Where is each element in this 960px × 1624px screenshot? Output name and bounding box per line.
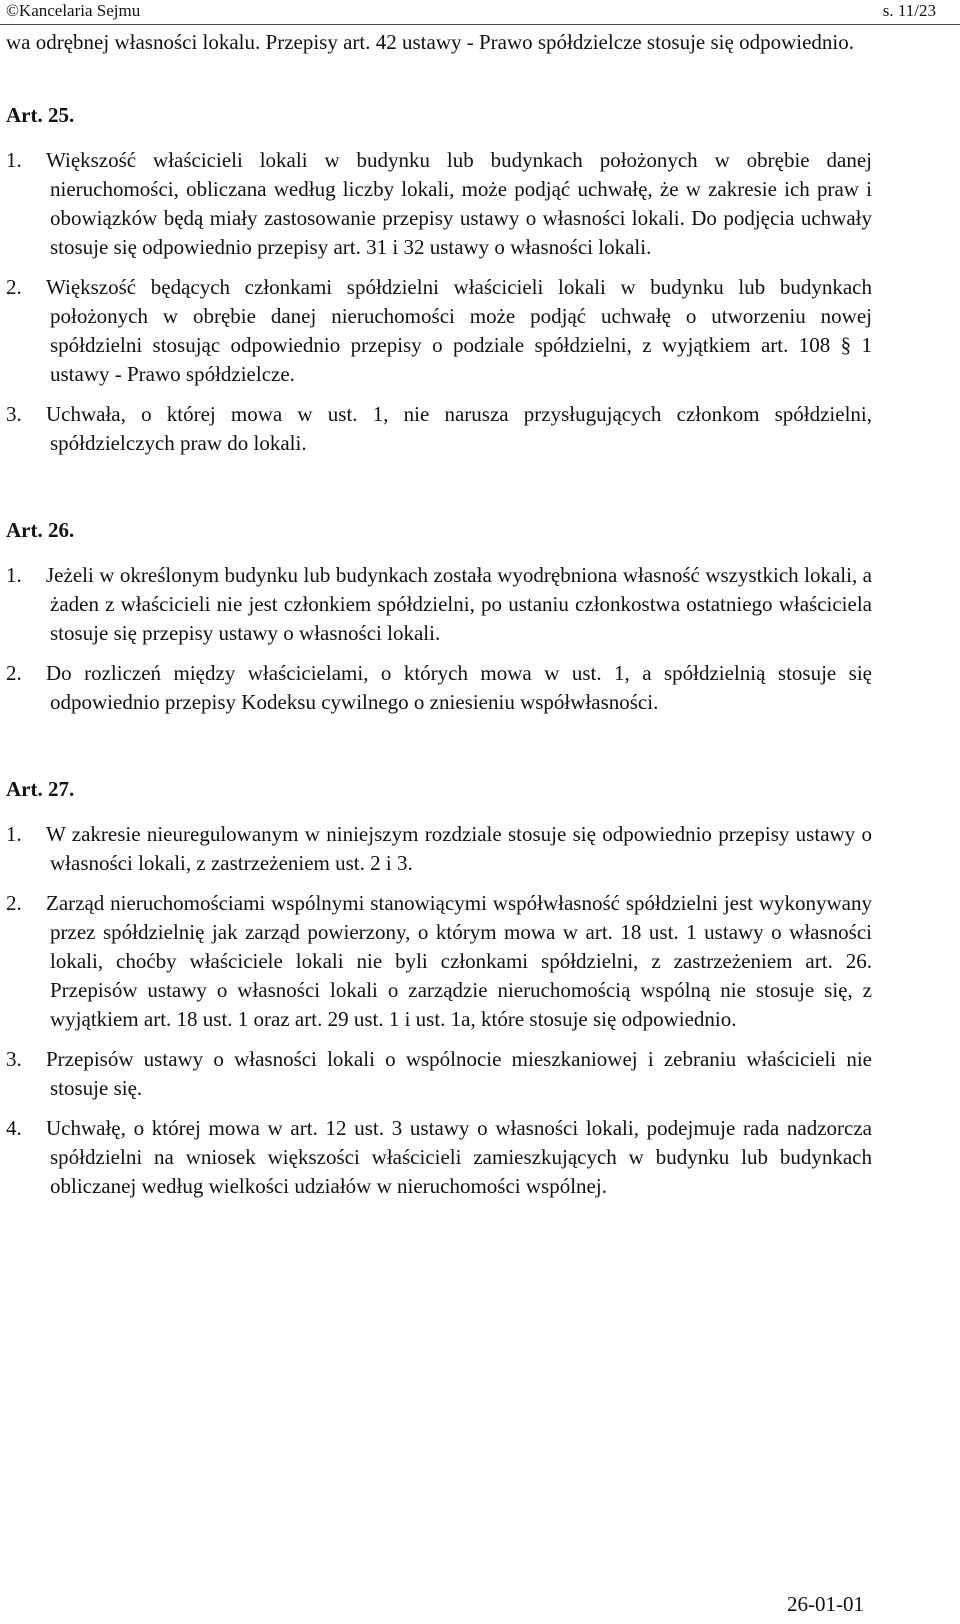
paragraph-number: 3. [6,1047,22,1071]
article-title: Art. 25. [6,103,75,127]
document-body [6,28,872,1201]
footer-date-code: 26-01-01 [787,1592,864,1616]
page-header [0,0,960,25]
article-paragraph [6,820,872,878]
article-26 [6,516,872,717]
paragraph-number: 1. [6,563,22,587]
intro-paragraph: wa odrębnej własności lokalu. Przepisy art. 42 ustawy - Prawo spółdzielcze stosuje się odpowiednio. [6,30,854,54]
article-title: Art. 27. [6,777,75,801]
paragraph-number: 1. [6,822,22,846]
paragraph-number: 2. [6,661,22,685]
page-number: s. 11/23 [882,1,936,20]
paragraph-text: W zakresie nieuregulowanym w niniejszym rozdziale stosuje się odpowiednio przepisy ustawy o własności lokali, z zastrzeżeniem ust. 2 i 3. [46,822,872,875]
article-title: Art. 26. [6,518,75,542]
article-27 [6,775,872,1201]
paragraph-text: Zarząd nieruchomościami wspólnymi stanowiącymi współwłasność spółdzielni jest wykonywany przez spółdzielnię jak zarząd powierzony, o którym mowa w art. 18 ust. 1 ustawy o własności lokali, choćby właściciele lokali nie byli członkami spółdzielni, z zastrzeżeniem art. 26. Przepisów ustawy o własności lokali o zarządzie nieruchomością wspólną nie stosuje się, z wyjątkiem art. 18 ust. 1 oraz art. 29 ust. 1 i ust. 1a, które stosuje się odpowiednio. [46,891,872,1031]
paragraph-number: 4. [6,1116,22,1140]
paragraph-number: 2. [6,891,22,915]
paragraph-text: Większość będących członkami spółdzielni właścicieli lokali w budynku lub budynkach położonych w obrębie danej nieruchomości może podjąć uchwałę o utworzeniu nowej spółdzielni stosując odpowiednio przepisy o podziale spółdzielni, z wyjątkiem art. 108 § 1 ustawy - Prawo spółdzielcze. [46,275,872,386]
article-paragraph [6,1045,872,1103]
article-25 [6,101,872,458]
paragraph-text: Większość właścicieli lokali w budynku lub budynkach położonych w obrębie danej nieruchomości, obliczana według liczby lokali, może podjąć uchwałę, że w zakresie ich praw i obowiązków będą miały zastosowanie przepisy ustawy o własności lokali. Do podjęcia uchwały stosuje się odpowiednio przepisy art. 31 i 32 ustawy o własności lokali. [46,148,872,259]
paragraph-number: 2. [6,275,22,299]
publisher-label: ©Kancelaria Sejmu [6,1,141,20]
article-paragraph [6,273,872,389]
article-paragraph [6,889,872,1034]
article-paragraph [6,400,872,458]
paragraph-text: Do rozliczeń między właścicielami, o których mowa w ust. 1, a spółdzielnią stosuje się odpowiednio przepisy Kodeksu cywilnego o zniesieniu współwłasności. [46,661,872,714]
article-paragraph [6,561,872,648]
article-paragraph [6,659,872,717]
paragraph-text: Uchwała, o której mowa w ust. 1, nie narusza przysługujących członkom spółdzielni, spółdzielczych praw do lokali. [46,402,872,455]
article-paragraph [6,1114,872,1201]
paragraph-text: Uchwałę, o której mowa w art. 12 ust. 3 ustawy o własności lokali, podejmuje rada nadzorcza spółdzielni na wniosek większości właścicieli zamieszkujących w budynku lub budynkach obliczanej według wielkości udziałów w nieruchomości wspólnej. [46,1116,872,1198]
article-paragraph [6,146,872,262]
paragraph-text: Jeżeli w określonym budynku lub budynkach została wyodrębniona własność wszystkich lokali, a żaden z właścicieli nie jest członkiem spółdzielni, po ustaniu członkostwa ostatniego właściciela stosuje się przepisy ustawy o własności lokali. [46,563,872,645]
paragraph-text: Przepisów ustawy o własności lokali o wspólnocie mieszkaniowej i zebraniu właścicieli nie stosuje się. [46,1047,872,1100]
paragraph-number: 1. [6,148,22,172]
paragraph-number: 3. [6,402,22,426]
